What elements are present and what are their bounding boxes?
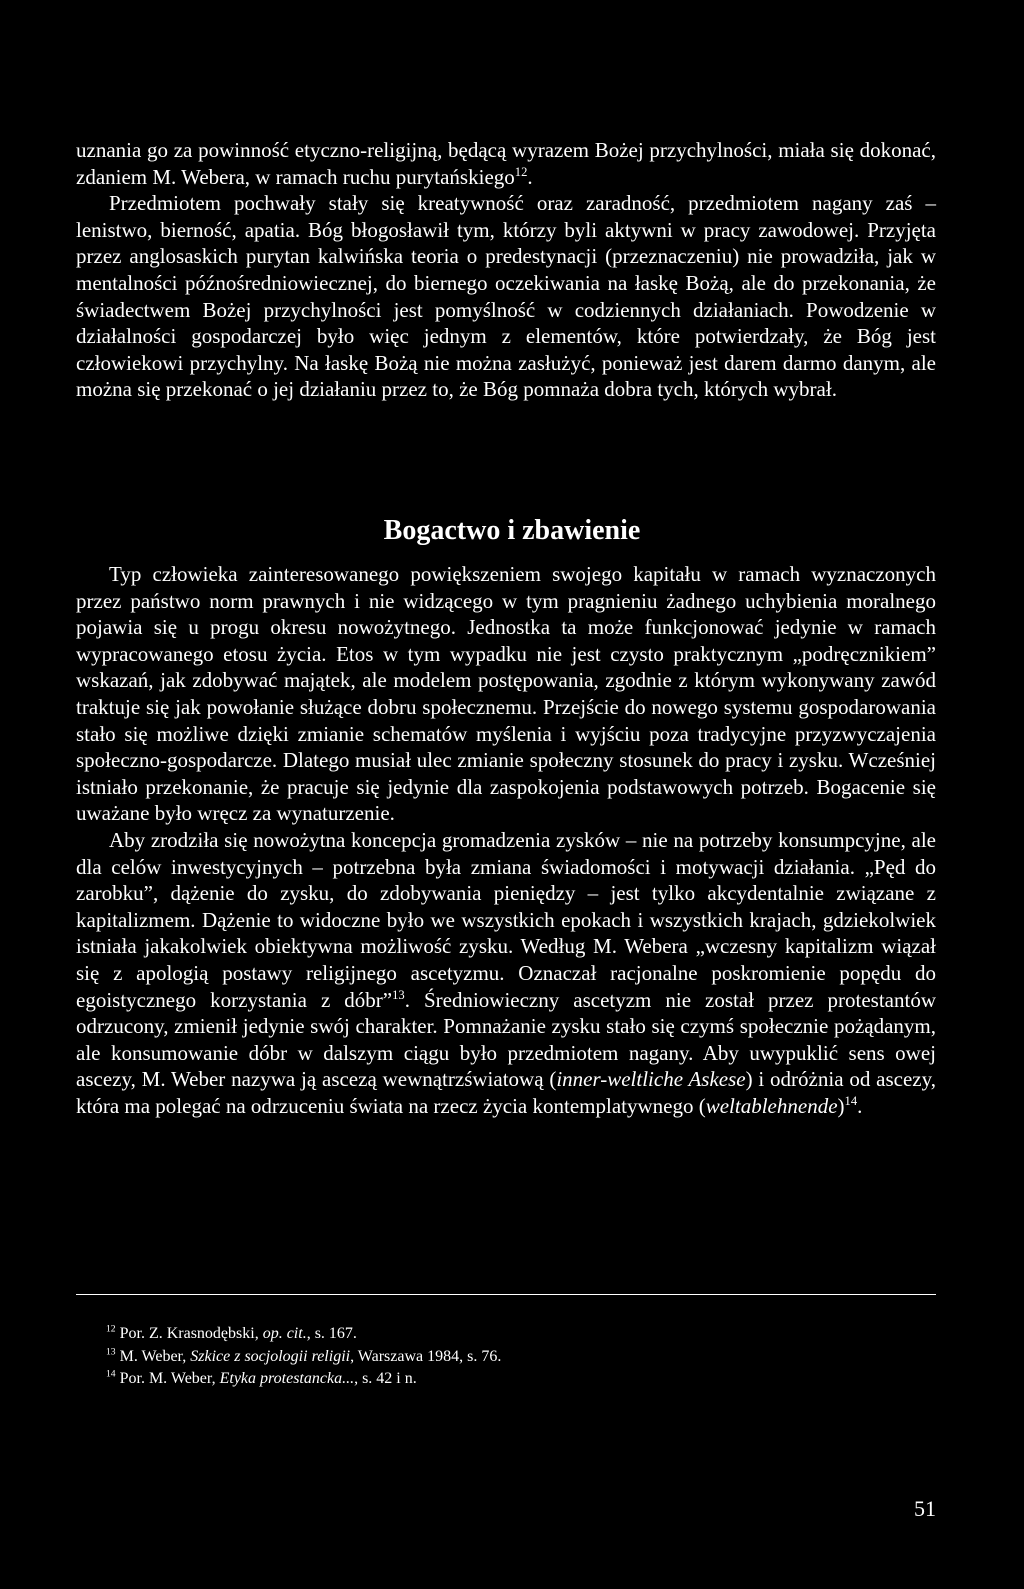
footnote-ref-12[interactable]: 12 bbox=[514, 164, 528, 179]
footnote-divider bbox=[76, 1294, 936, 1295]
section-text-block bbox=[76, 561, 936, 1119]
footnote-ref-13[interactable]: 13 bbox=[392, 987, 405, 1002]
section-heading: Bogactwo i zbawienie bbox=[383, 515, 641, 546]
footnote-number: 13 bbox=[106, 1346, 116, 1358]
footnotes bbox=[106, 1323, 926, 1391]
paragraph-text: Aby zrodziła się nowożytna koncepcja gromadzenia zysków – nie na potrzeby konsumpcyjne, ale dla celów inwestycyjnych – potrzebna była zmiana świadomości i motywacji działania. „Pęd do zarobku”, dążenie do zysku, do zdobywania pieniędzy – jest tylko akcydentalnie związane z kapitalizmem. Dążenie to widoczne było we wszystkich epokach i wszystkich krajach, gdziekolwiek istniała jakakolwiek obiektywna możliwość zysku. Według M. Webera „wczesny kapitalizm wiązał się z apologią postawy religijnego ascetyzmu. Oznaczał racjonalne poskromienie popędu do egoistycznego korzystania z dóbr” bbox=[76, 827, 936, 1012]
paragraph-asceticism bbox=[76, 827, 936, 1120]
footnote-text: , s. 167. bbox=[306, 1325, 357, 1342]
italic-term: inner-weltliche Askese bbox=[556, 1067, 746, 1092]
paragraph-predestination: Przedmiotem pochwały stały się kreatywność oraz zaradność, przedmiotem nagany zaś – lenistwo, bierność, apatia. Bóg błogosławił tym, którzy byli aktywni w pracy zawodowej. Przyjęta przez anglosaskich purytan kalwińska teoria o predestynacji (przeznaczeniu) nie prowadziła, jak w mentalności późnośredniowiecznej, do biernego oczekiwania na łaskę Bożą, ale do przekonania, że świadectwem Bożej przychylności jest pomyślność w codziennych działaniach. Powodzenie w działalności gospodarczej było więc jednym z elementów, które potwierdzały, że Bóg jest człowiekowi przychylny. Na łaskę Bożą nie można zasłużyć, ponieważ jest darem darmo danym, ale można się przekonać o jej działaniu przez to, że Bóg pomnaża dobra tych, których wybrał. bbox=[76, 191, 936, 402]
footnote-text: , s. 42 i n. bbox=[354, 1370, 417, 1387]
footnote-italic: Etyka protestancka... bbox=[219, 1370, 355, 1387]
paragraph-text: ) i odróżnia od ascezy, która ma polegać na odrzuceniu świata na rzecz życia kontemplatywnego ( bbox=[76, 1067, 936, 1118]
top-text-block bbox=[76, 137, 936, 403]
paragraph-text: ) bbox=[837, 1093, 845, 1118]
page-number: 51 bbox=[914, 1496, 936, 1521]
paragraph-text: . bbox=[527, 164, 533, 189]
footnote-text: Por. Z. Krasnodębski, bbox=[115, 1325, 263, 1342]
footnote-13 bbox=[106, 1346, 926, 1369]
footnote-text: M. Weber, bbox=[115, 1347, 191, 1365]
footnote-italic: Szkice z socjologii religii bbox=[190, 1347, 351, 1365]
paragraph-text: . bbox=[857, 1093, 863, 1118]
footnote-number: 14 bbox=[106, 1368, 116, 1380]
footnote-text: , Warszawa 1984, s. 76. bbox=[350, 1347, 502, 1365]
paragraph-ethos: Typ człowieka zainteresowanego powiększeniem swojego kapitału w ramach wyznaczonych przez państwo norm prawnych i nie widzącego w tym pragnieniu żadnego uchybienia moralnego pojawia się u progu okresu nowożytnego. Jednostka ta może funkcjonować jedynie w ramach wypracowanego etosu życia. Etos w tym wypadku nie jest czysto praktycznym „podręcznikiem” wskazań, jak zdobywać majątek, ale modelem postępowania, zgodnie z którym wykonywany zawód traktuje się jak powołanie służące dobru społecznemu. Przejście do nowego systemu gospodarowania stało się możliwe dzięki zmianie schematów myślenia i wyjściu poza tradycyjne przyzwyczajenia społeczno-gospodarcze. Dlatego musiał ulec zmianie społeczny stosunek do pracy i zysku. Wcześniej istniało przekonanie, że pracuje się jedynie dla zaspokojenia podstawowych potrzeb. Bogacenie się uważane było wręcz za wynaturzenie. bbox=[76, 562, 936, 826]
footnote-text: Por. M. Weber, bbox=[115, 1370, 220, 1387]
paragraph-text: . Średniowieczny ascetyzm nie został przez protestantów odrzucony, zmienił jedynie swój charakter. Pomnażanie zysku stało się czymś społecznie pożądanym, ale konsumowanie dóbr w dalszym ciągu było przedmiotem nagany. Aby uwypuklić sens owej ascezy, M. Weber nazywa ją ascezą wewnątrzświatową ( bbox=[76, 987, 936, 1092]
footnote-12 bbox=[106, 1323, 926, 1346]
footnote-14 bbox=[106, 1368, 926, 1391]
italic-term: weltablehnende bbox=[705, 1093, 838, 1118]
footnote-number: 12 bbox=[106, 1323, 116, 1335]
footnote-ref-14[interactable]: 14 bbox=[844, 1093, 858, 1108]
paragraph-continuation bbox=[76, 137, 936, 190]
paragraph-text: uznania go za powinność etyczno-religijną, będącą wyrazem Bożej przychylności, miała się dokonać, zdaniem M. Webera, w ramach ruchu purytańskiego bbox=[76, 138, 936, 189]
footnote-italic: op. cit. bbox=[262, 1325, 307, 1342]
